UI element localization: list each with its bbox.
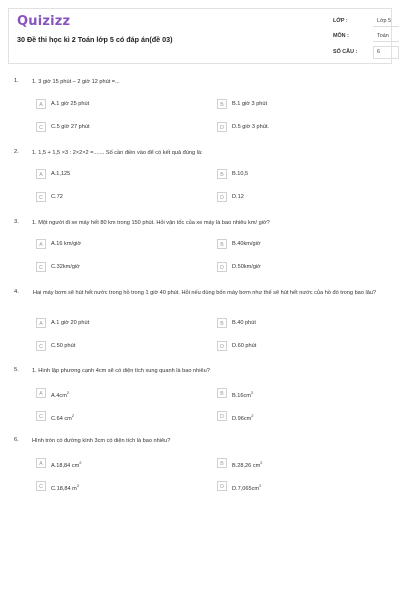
question-number: 4. bbox=[14, 289, 19, 295]
meta-subject-label: MÔN : bbox=[333, 33, 349, 39]
meta-count-value: 6 bbox=[377, 49, 380, 55]
option-letter-box: B bbox=[217, 239, 227, 249]
option-text bbox=[232, 390, 253, 399]
question-number: 2. bbox=[14, 149, 19, 155]
question-number: 5. bbox=[14, 367, 19, 373]
option-letter-box: B bbox=[217, 99, 227, 109]
option-letter-box: A bbox=[36, 458, 46, 468]
option-text-sup: 2 bbox=[71, 412, 75, 418]
option-text: A.16 km/giờ bbox=[51, 240, 82, 247]
option-letter-box: A bbox=[36, 388, 46, 398]
option-text: C.50 phút bbox=[51, 342, 76, 349]
option-text bbox=[51, 460, 82, 469]
option-letter-box: D bbox=[217, 411, 227, 421]
question-text: Hai máy bơm sẽ hút hết nước trong hồ trong 1 giờ 40 phút. Hỏi nếu dùng bốn máy bơm như thế sẽ hút hết nước của hồ đó trong bao lâu? bbox=[33, 290, 377, 296]
meta-class-label: LỚP : bbox=[333, 18, 348, 24]
option-text-sup: 2 bbox=[251, 412, 254, 418]
option-text: D.12 bbox=[232, 193, 244, 200]
question-text: Hình tròn có đường kính 3cm có diện tích là bao nhiêu? bbox=[32, 438, 171, 444]
option-text-main: B.28,26 cm bbox=[232, 462, 261, 469]
option-letter-box: C bbox=[36, 341, 46, 351]
option-text bbox=[51, 390, 69, 399]
option-text-main: D.96cm bbox=[232, 415, 252, 422]
option-letter-box: D bbox=[217, 262, 227, 272]
option-letter-box: B bbox=[217, 458, 227, 468]
question-number: 6. bbox=[14, 437, 19, 443]
option-text-sup: 2 bbox=[259, 482, 262, 488]
question-text: 1. Hình lập phương cạnh 4cm sẽ có diện tích xung quanh là bao nhiêu? bbox=[32, 368, 210, 374]
meta-class-underline bbox=[373, 26, 399, 27]
option-text-sup: 2 bbox=[66, 389, 70, 395]
option-text: A.1 giờ 25 phút bbox=[51, 100, 90, 107]
worksheet-title: 30 Đề thi học kì 2 Toán lớp 5 có đáp án(đề 03) bbox=[17, 35, 173, 44]
question-number: 3. bbox=[14, 219, 19, 225]
option-letter-box: A bbox=[36, 169, 46, 179]
option-text bbox=[232, 413, 254, 422]
option-text: C.5 giờ 27 phút bbox=[51, 123, 90, 130]
question-number: 1. bbox=[14, 78, 19, 84]
option-text bbox=[232, 460, 263, 469]
option-text: D.60 phút bbox=[232, 342, 257, 349]
worksheet-header bbox=[8, 8, 392, 64]
option-letter-box: A bbox=[36, 318, 46, 328]
option-text-main: A.18,84 cm bbox=[51, 462, 80, 469]
option-letter-box: B bbox=[217, 169, 227, 179]
option-text bbox=[51, 413, 74, 422]
meta-class-value: Lớp 5 bbox=[377, 18, 392, 24]
option-text-main: C.64 cm bbox=[51, 415, 72, 422]
option-text-sup: 2 bbox=[79, 459, 82, 465]
option-text-main: C.18,84 m bbox=[51, 485, 77, 492]
option-letter-box: D bbox=[217, 481, 227, 491]
option-text: A.1 giờ 20 phút bbox=[51, 319, 90, 326]
option-letter-box: D bbox=[217, 122, 227, 132]
option-letter-box: B bbox=[217, 388, 227, 398]
option-letter-box: C bbox=[36, 411, 46, 421]
option-letter-box: D bbox=[217, 192, 227, 202]
meta-subject-value: Toán bbox=[377, 33, 389, 39]
option-letter-box: C bbox=[36, 481, 46, 491]
option-text bbox=[51, 483, 79, 492]
meta-subject-underline bbox=[373, 41, 399, 42]
option-text bbox=[232, 483, 261, 492]
option-text: B.40km/giờ bbox=[232, 240, 261, 247]
option-text: B.40 phút bbox=[232, 319, 256, 326]
option-letter-box: C bbox=[36, 122, 46, 132]
option-letter-box: C bbox=[36, 192, 46, 202]
option-text-main: A.4cm bbox=[51, 392, 67, 399]
option-letter-box: B bbox=[217, 318, 227, 328]
option-text-sup: 2 bbox=[250, 389, 254, 395]
option-text-main: B.16cm bbox=[232, 392, 251, 399]
option-letter-box: D bbox=[217, 341, 227, 351]
option-text: C.72 bbox=[51, 193, 63, 200]
meta-count-label: SỐ CÂU : bbox=[333, 49, 358, 55]
option-letter-box: C bbox=[36, 262, 46, 272]
quizizz-logo: Quizizz bbox=[17, 14, 71, 29]
question-text: 1. Một người đi xe máy hết 80 km trong 150 phút. Hỏi vận tốc của xe máy là bao nhiêu km/ giờ? bbox=[32, 220, 270, 226]
option-letter-box: A bbox=[36, 99, 46, 109]
option-text-sup: 2 bbox=[260, 459, 263, 465]
option-letter-box: A bbox=[36, 239, 46, 249]
question-text: 1. 1,5 + 1,5 ×3 : 2×2×2 =....... Số cần điền vào để có kết quả đúng là: bbox=[32, 150, 203, 156]
option-text: B.10,5 bbox=[232, 170, 249, 177]
option-text: A.1,125 bbox=[51, 170, 71, 177]
option-text-sup: 2 bbox=[76, 482, 80, 488]
option-text: D.5 giờ 3 phút. bbox=[232, 123, 269, 130]
option-text: C.32km/giờ bbox=[51, 263, 80, 270]
option-text-main: D.7,065cm bbox=[232, 485, 260, 492]
option-text: B.1 giờ 3 phút bbox=[232, 100, 268, 107]
option-text: D.50km/giờ bbox=[232, 263, 261, 270]
question-text: 1. 3 giờ 15 phút – 2 giờ 12 phút =... bbox=[32, 79, 120, 85]
